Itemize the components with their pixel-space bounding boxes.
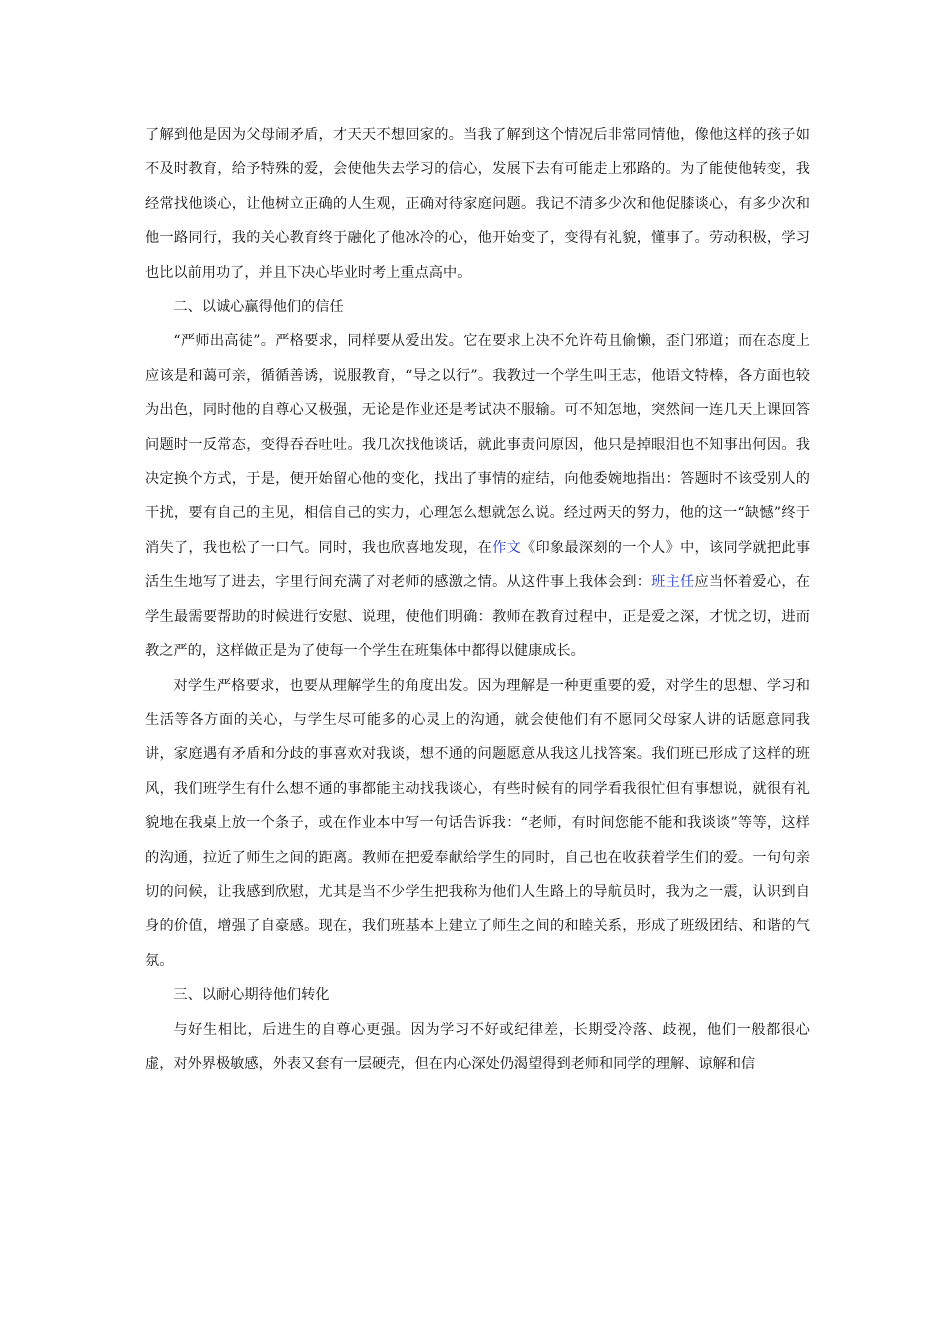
link-zuowen[interactable]: 作文	[492, 539, 522, 556]
heading-text: 三、以耐心期待他们转化	[173, 987, 330, 1004]
paragraph-text: 《印象最深刻的一个人》中，该同学就把此事活生生地写了进去，字里行间充满了对老师的感激之情。从这件事上我体会到：	[145, 539, 810, 591]
paragraph-5	[145, 1013, 810, 1082]
heading-text: 二、以诚心赢得他们的信任	[173, 299, 344, 316]
paragraph-4	[145, 669, 810, 979]
paragraph-1	[145, 118, 810, 290]
paragraph-text: 与好生相比，后进生的自尊心更强。因为学习不好或纪律差，长期受冷落、歧视，他们一般都很心虚，对外界极敏感，外表又套有一层硬壳，但在内心深处仍渴望得到老师和同学的理解、谅解和信	[145, 1021, 810, 1072]
paragraph-text: 了解到他是因为父母闹矛盾，才天天不想回家的。当我了解到这个情况后非常同情他，像他这样的孩子如不及时教育，给予特殊的爱，会使他失去学习的信心，发展下去有可能走上邪路的。为了能使他转变，我经常找他谈心，让他树立正确的人生观，正确对待家庭问题。我记不清多少次和他促膝谈心，有多少次和他一路同行，我的关心教育终于融化了他冰冷的心，他开始变了，变得有礼貌，懂事了。劳动积极，学习也比以前用功了，并且下决心毕业时考上重点高中。	[145, 127, 810, 281]
document-body	[145, 118, 810, 1081]
section-heading-3	[145, 978, 810, 1012]
section-heading-2	[145, 290, 810, 324]
paragraph-text: “严师出高徒”。严格要求，同样要从爱出发。它在要求上决不允许苟且偷懒，歪门邪道；而在态度上应该是和蔼可亲，循循善诱，说服教育，“导之以行”。我教过一个学生叫王志，他语文特棒，各方面也较为出色，同时他的自尊心又极强，无论是作业还是考试决不服输。可不知怎地，突然间一连几天上课回答问题时一反常态，变得吞吞吐吐。我几次找他谈话，就此事责问原因，他只是掉眼泪也不知事出何因。我决定换个方式，于是，便开始留心他的变化，找出了事情的症结，向他委婉地指出：答题时不该受别人的干扰，要有自己的主见，相信自己的实力，心理怎么想就怎么说。经过两天的努力，他的这一“缺憾”终于消失了，我也松了一口气。同时，我也欣喜地发现，在	[145, 333, 810, 556]
paragraph-text: 应当怀着爱心，在学生最需要帮助的时候进行安慰、说理，使他们明确：教师在教育过程中，正是爱之深，才忧之切，进而教之严的，这样做正是为了使每一个学生在班集体中都得以健康成长。	[145, 574, 810, 660]
paragraph-text: 对学生严格要求，也要从理解学生的角度出发。因为理解是一种更重要的爱，对学生的思想、学习和生活等各方面的关心，与学生尽可能多的心灵上的沟通，就会使他们有不愿同父母家人讲的话愿意同我讲，家庭遇有矛盾和分歧的事喜欢对我谈，想不通的问题愿意从我这儿找答案。我们班已形成了这样的班风，我们班学生有什么想不通的事都能主动找我谈心，有些时候有的同学看我很忙但有事想说，就很有礼貌地在我桌上放一个条子，或在作业本中写一句话告诉我：“老师，有时间您能不能和我谈谈”等等，这样的沟通，拉近了师生之间的距离。教师在把爱奉献给学生的同时，自己也在收获着学生们的爱。一句句亲切的问候，让我感到欣慰，尤其是当不少学生把我称为他们人生路上的导航员时，我为之一震，认识到自身的价值，增强了自豪感。现在，我们班基本上建立了师生之间的和睦关系，形成了班级团结、和谐的气氛。	[145, 677, 810, 969]
link-banzhuren[interactable]: 班主任	[651, 574, 695, 591]
paragraph-3	[145, 324, 810, 668]
